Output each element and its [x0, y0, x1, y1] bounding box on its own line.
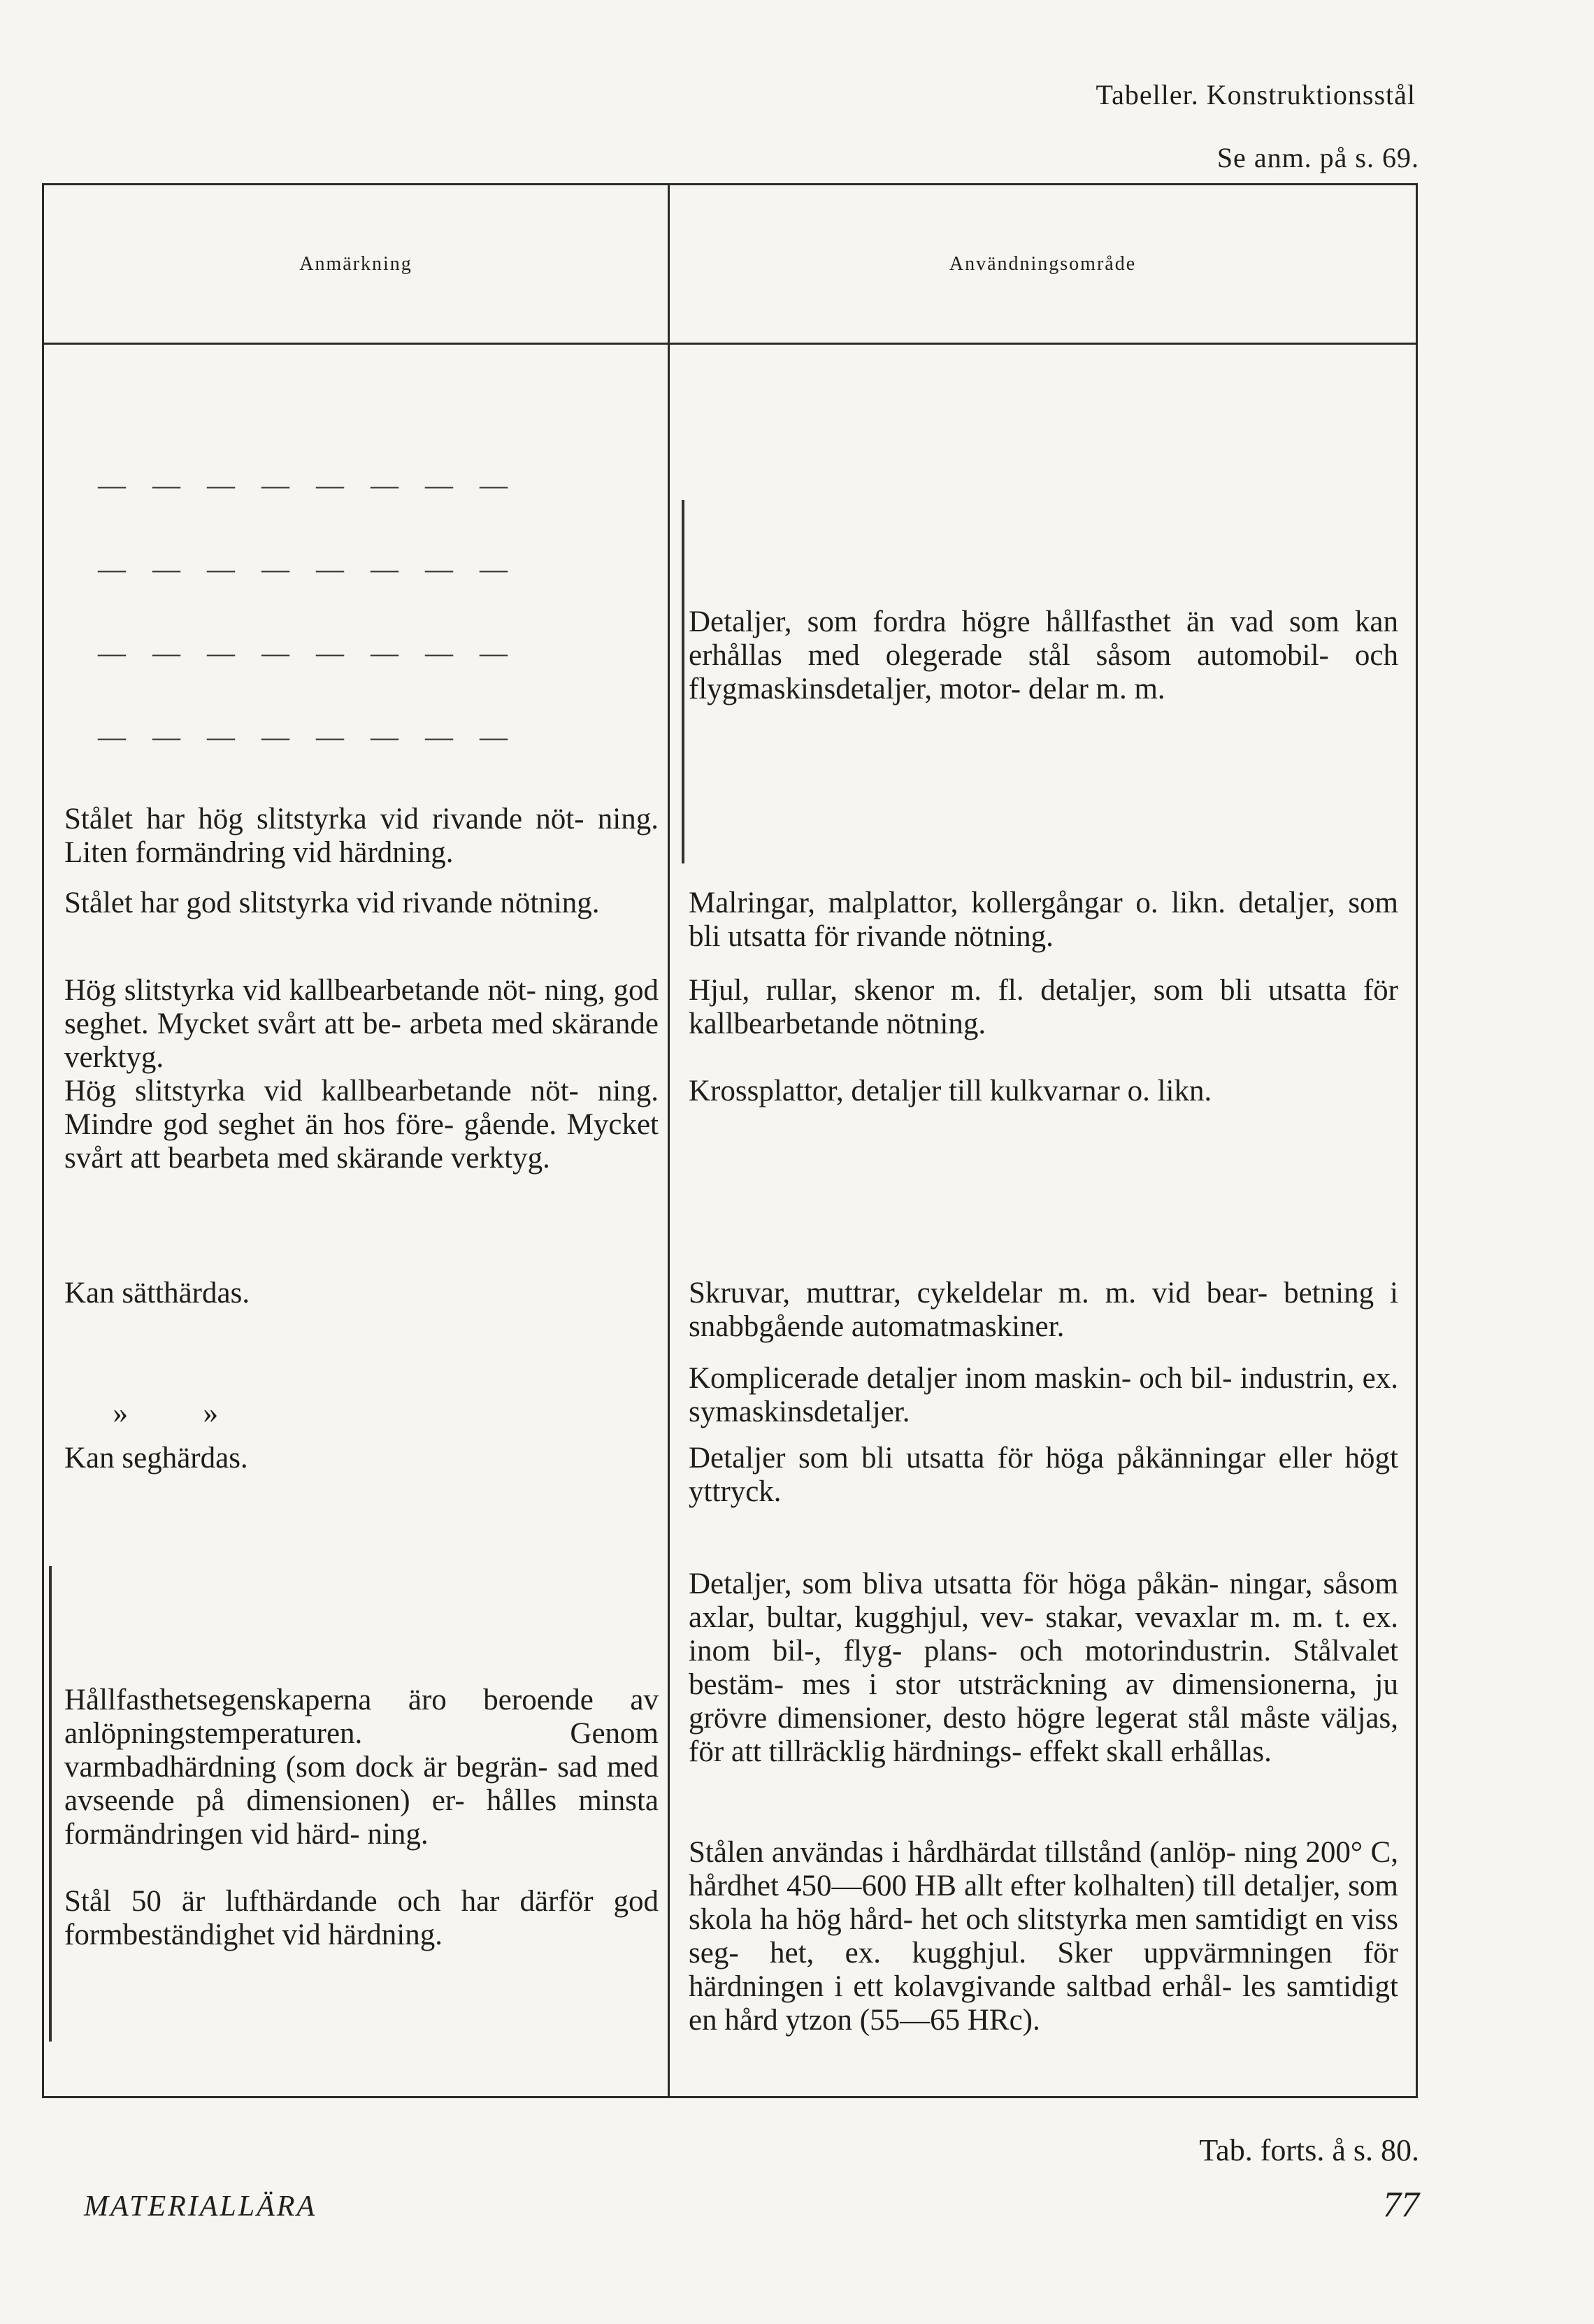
group-brace: [682, 500, 684, 863]
table-cell-remark: [64, 803, 659, 870]
remark-text: Stål 50 är lufthärdande och har därför god formbeständighet vid härdning.: [64, 1885, 659, 1951]
table-cell-remark: [64, 1075, 659, 1175]
page-number: 77: [1383, 2185, 1419, 2225]
group-brace: [49, 1566, 52, 2042]
remark-text: Hållfasthetsegenskaperna äro beroende av anlöpningstemperaturen. Genom varmbadhärdning (som dock är begrän- sad med avseende på dimensionen) er- hålles minsta formändringen vid härd- ning.: [64, 1684, 659, 1851]
dash-row: — — — — — — — —: [98, 469, 512, 501]
table-column-divider: [668, 183, 670, 2096]
column-header-anmarkning: Anmärkning: [299, 253, 412, 275]
table-cell-use: [689, 1075, 1398, 1108]
table-cell-use: [689, 1568, 1398, 1769]
use-text: Stålen användas i hårdhärdat tillstånd (anlöp- ning 200° C, hårdhet 450—600 HB allt efter kolhalten) till detaljer, som skola ha hög hård- het och slitstyrka men samtidigt en viss seg- het, ex. kugghjul. Sker uppvärmningen för härdningen i ett kolavgivande saltbad erhål- les samtidigt en hård ytzon (55—65 HRc).: [689, 1836, 1398, 2037]
table-right-border: [1416, 183, 1418, 2096]
table-cell-remark: [64, 1277, 659, 1310]
dash-row: — — — — — — — —: [98, 553, 512, 584]
use-text: Krossplattor, detaljer till kulkvarnar o. likn.: [689, 1075, 1212, 1107]
remark-text: Kan sätthärdas.: [64, 1277, 250, 1310]
use-text: Komplicerade detaljer inom maskin- och bil- industrin, ex. symaskinsdetaljer.: [689, 1362, 1398, 1428]
table-cell-remark: [64, 1442, 659, 1475]
table-cell-use: [689, 605, 1398, 706]
table-cell-use: [689, 1277, 1398, 1344]
table-cell-remark: [64, 974, 659, 1075]
table-cell-remark: [64, 1684, 659, 1851]
running-header: Tabeller. Konstruktionsstål: [1096, 79, 1416, 110]
table-cell-use: [689, 1442, 1398, 1509]
remark-text: Stålet har hög slitstyrka vid rivande nöt- ning. Liten formändring vid härdning.: [64, 803, 659, 869]
remark-text: Kan seghärdas.: [64, 1442, 248, 1475]
table-cell-use: [689, 1836, 1398, 2037]
use-text: Detaljer, som fordra högre hållfasthet än vad som kan erhållas med olegerade stål såsom automobil- och flygmaskinsdetaljer, motor- delar m. m.: [689, 605, 1398, 705]
use-text: Skruvar, muttrar, cykeldelar m. m. vid bear- betning i snabbgående automatmaskiner.: [689, 1277, 1398, 1343]
table-bottom-rule: [42, 2096, 1418, 2098]
book-title: MATERIALLÄRA: [84, 2190, 317, 2223]
use-text: Detaljer, som bliva utsatta för höga påkän- ningar, såsom axlar, bultar, kugghjul, vev- stakar, vevaxlar m. m. t. ex. inom bil-, flyg- plans- och motorindustrin. Stålvalet bestäm- mes i stor utsträckning av dimensionerna, ju grövre dimensioner, desto högre legerat stål måste väljas, för att tillräcklig härdnings- effekt skall erhållas.: [689, 1568, 1398, 1768]
use-text: Malringar, malplattor, kollergångar o. likn. detaljer, som bli utsatta för rivande nötning.: [689, 887, 1398, 953]
remark-text: Stålet har god slitstyrka vid rivande nötning.: [64, 887, 600, 919]
table-cell-use: [689, 974, 1398, 1041]
ditto-marks: » »: [113, 1397, 218, 1430]
table-cell-remark: [64, 1885, 659, 1952]
remark-text: Hög slitstyrka vid kallbearbetande nöt- ning, god seghet. Mycket svårt att be- arbeta med skärande verktyg.: [64, 974, 659, 1074]
dash-row: — — — — — — — —: [98, 637, 512, 668]
table-header-rule: [42, 343, 1418, 345]
table-cell-remark: [64, 887, 659, 920]
table-cell-use: [689, 887, 1398, 954]
table-cell-use: [689, 1362, 1398, 1429]
use-text: Hjul, rullar, skenor m. fl. detaljer, som bli utsatta för kallbearbetande nötning.: [689, 974, 1398, 1040]
table-cell-remark: [98, 1363, 657, 1430]
column-header-anvandningsomrade: Användningsområde: [949, 253, 1137, 275]
table-top-rule: [42, 183, 1418, 185]
use-text: Detaljer som bli utsatta för höga påkänningar eller högt yttryck.: [689, 1442, 1398, 1508]
table-left-border: [42, 183, 44, 2096]
dash-row: — — — — — — — —: [98, 721, 512, 752]
header-note: Se anm. på s. 69.: [1216, 142, 1419, 173]
table-continued-note: Tab. forts. å s. 80.: [1199, 2133, 1419, 2167]
remark-text: Hög slitstyrka vid kallbearbetande nöt- ning. Mindre god seghet än hos före- gående. Mycket svårt att bearbeta med skärande verktyg.: [64, 1075, 659, 1175]
